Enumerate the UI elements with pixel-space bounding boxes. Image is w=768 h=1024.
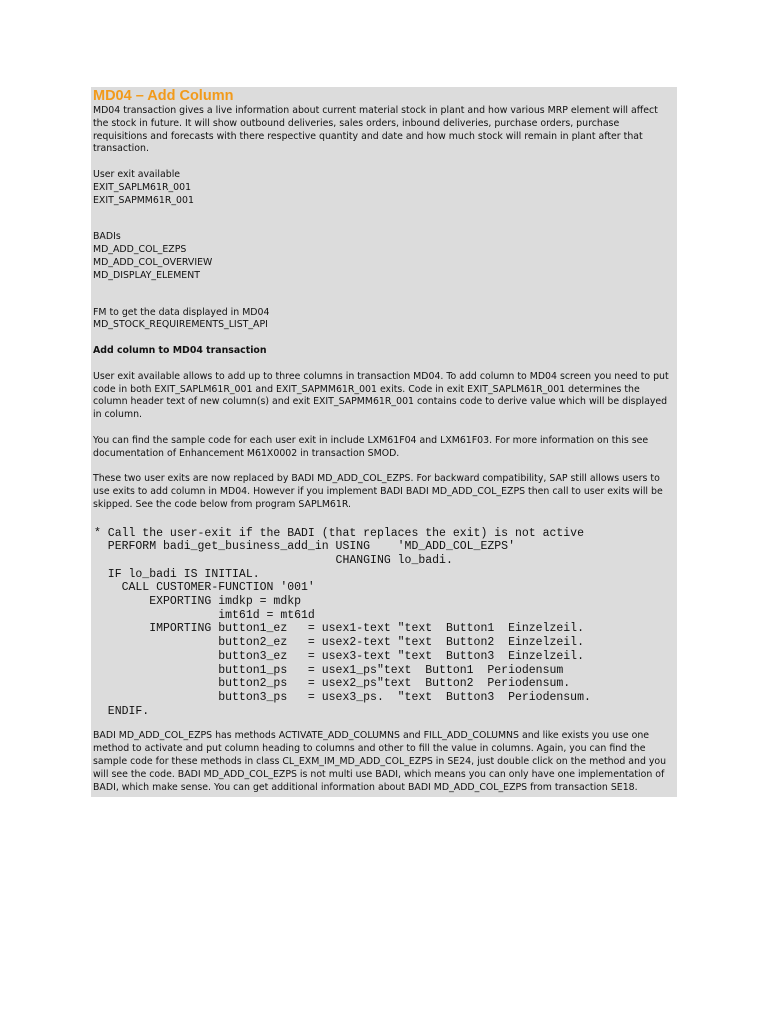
badi-item: MD_DISPLAY_ELEMENT: [93, 269, 200, 281]
user-exit-item: EXIT_SAPLM61R_001: [93, 181, 192, 193]
user-exit-block: [93, 169, 675, 207]
intro-paragraph: MD04 transaction gives a live information about current material stock in plant and how various MRP element will affect the stock in future. It will show outbound deliveries, sales orders, inbound deliveries, purchase orders, purchase requisitions and forecasts with there respective quantity and date and how much stock will remain in plant after that transaction.: [93, 105, 658, 155]
badi-block: [93, 231, 675, 282]
badi-item: MD_ADD_COL_EZPS: [93, 244, 187, 256]
user-exit-label: User exit available: [93, 168, 181, 180]
paragraph-badi-replacement: These two user exits are now replaced by BADI MD_ADD_COL_EZPS. For backward compatibility, SAP still allows users to use exits to add column in MD04. However if you implement BADI BADI MD_ADD_COL_EZPS then call to user exits will be skipped. See the code below from program SAPLM61R.: [93, 473, 663, 510]
fm-label: FM to get the data displayed in MD04: [93, 306, 270, 318]
fm-block: [93, 307, 675, 333]
user-exit-item: EXIT_SAPMM61R_001: [93, 194, 194, 206]
document-page: [91, 87, 677, 797]
fm-name: MD_STOCK_REQUIREMENTS_LIST_API: [93, 319, 268, 331]
paragraph-badi-methods: BADI MD_ADD_COL_EZPS has methods ACTIVATE_ADD_COLUMNS and FILL_ADD_COLUMNS and like exists you use one method to activate and put column heading to columns and other to fill the value in columns. Again, you can find the sample code for these methods in class CL_EXM_IM_MD_ADD_COL_EZPS in SE24, just double click on the method and you will see the code. BADI MD_ADD_COL_EZPS is not multi use BADI, which means you can only have one implementation of BADI, which make sense. You can get additional information about BADI MD_ADD_COL_EZPS from transaction SE18.: [93, 730, 667, 793]
section-heading: Add column to MD04 transaction: [93, 345, 267, 357]
page-title: MD04 – Add Column: [93, 88, 234, 104]
badi-item: MD_ADD_COL_OVERVIEW: [93, 256, 213, 268]
code-block: * Call the user-exit if the BADI (that replaces the exit) is not active PERFORM badi_get_business_add_in USING 'MD_ADD_COL_EZPS' CHANGING lo_badi. IF lo_badi IS INITIAL. CALL CUSTOMER-FUNCTION '001' EXPORTING imdkp = mdkp imt61d = mt61d IMPORTING button1_ez = usex1-text "text Button1 Einzelzeil. button2_ez = usex2-text "text Button2 Einzelzeil. button3_ez = usex3-text "text Button3 Einzelzeil. button1_ps = usex1_ps"text Button1 Periodensum button2_ps = usex2_ps"text Button2 Periodensum. button3_ps = usex3_ps. "text Button3 Periodensum. ENDIF.: [94, 526, 591, 718]
paragraph-user-exits: User exit available allows to add up to three columns in transaction MD04. To add column to MD04 screen you need to put code in both EXIT_SAPLM61R_001 and EXIT_SAPMM61R_001 exits. Code in exit EXIT_SAPLM61R_001 determines the column header text of new column(s) and exit EXIT_SAPMM61R_001 contains code to derive value which will be displayed in column.: [93, 370, 669, 421]
badis-label: BADIs: [93, 231, 121, 243]
paragraph-sample-code: You can find the sample code for each user exit in include LXM61F04 and LXM61F03. For more information on this see documentation of Enhancement M61X0002 in transaction SMOD.: [93, 434, 649, 459]
